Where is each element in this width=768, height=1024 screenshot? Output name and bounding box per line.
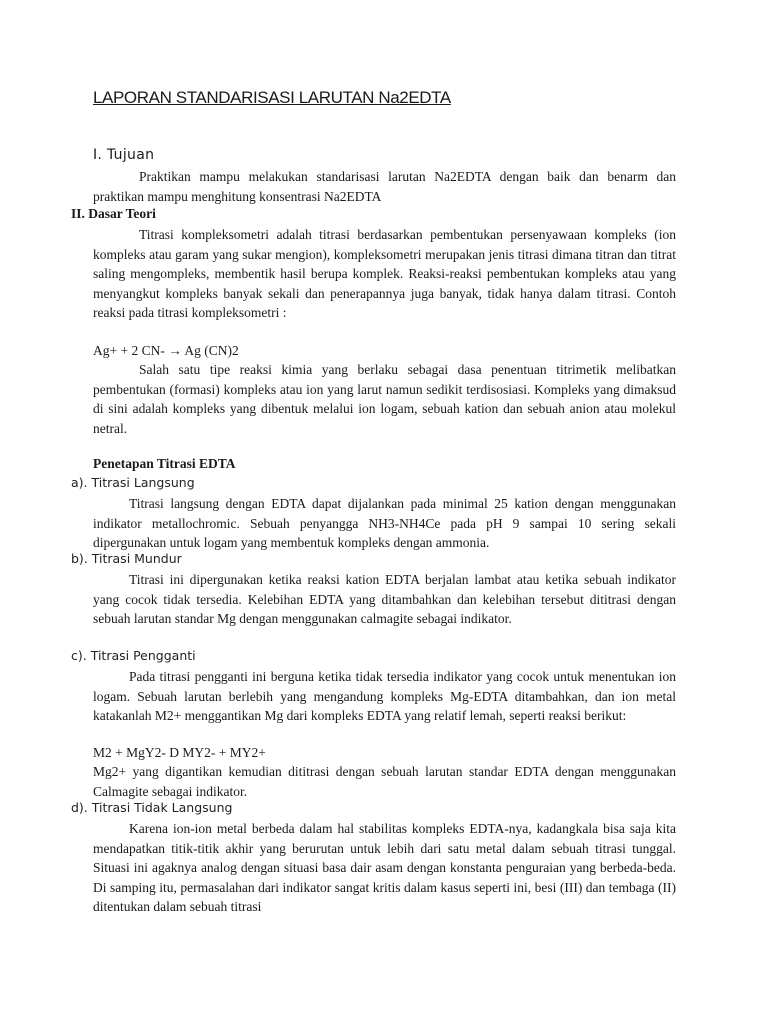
dasar-teori-paragraph-2: Salah satu tipe reaksi kimia yang berlaku sebagai dasa penentuan titrimetik melibatkan pembentukan (formasi) kompleks atau ion yang larut namun sedikit terdisosiasi. Kompleks yang dimaksud di sini adalah kompleks yang dibentuk melalui ion logam, sebuah kation dan sebuah anion atau molekul netral. xyxy=(93,362,676,436)
reaction-equation: Ag+ + 2 CN- → Ag (CN)2 xyxy=(93,343,239,358)
titrasi-tidak-langsung-label: d). Titrasi Tidak Langsung xyxy=(71,800,233,815)
section-dasar-teori-heading: II. Dasar Teori xyxy=(71,206,156,221)
tujuan-paragraph: Praktikan mampu melakukan standarisasi larutan Na2EDTA dengan baik dan benarm dan praktikan mampu menghitung konsentrasi Na2EDTA xyxy=(93,169,676,204)
titrasi-pengganti-label: c). Titrasi Pengganti xyxy=(71,648,196,663)
penetapan-heading: Penetapan Titrasi EDTA xyxy=(93,456,236,471)
document-title: LAPORAN STANDARISASI LARUTAN Na2EDTA xyxy=(93,88,451,107)
titrasi-mundur-label: b). Titrasi Mundur xyxy=(71,551,182,566)
titrasi-tidak-langsung-text: Karena ion-ion metal berbeda dalam hal stabilitas kompleks EDTA-nya, kadangkala bisa saja kita mendapatkan titik-titik akhir yang berurutan untuk lebih dari satu metal dalam sebuah titrasi tunggal. Situasi ini agaknya analog dengan situasi basa dair asam dengan konstanta penguraian yang berbeda-beda. Di samping itu, permasalahan dari indikator sangat kritis dalam kasus seperti ini, besi (III) dan tembaga (II) ditentukan dalam sebuah titrasi xyxy=(93,821,676,914)
dasar-teori-paragraph-1: Titrasi kompleksometri adalah titrasi berdasarkan pembentukan persenyawaan kompleks (ion kompleks atau garam yang sukar mengion), kompleksometri merupakan jenis titrasi dimana titran dan titrat saling mengompleks, membentik hasil berupa komplek. Reaksi-reaksi pembentukan kompleks atau yang menyangkut kompleks banyak sekali dan penerapannya juga banyak, tidak hanya dalam titrasi. Contoh reaksi pada titrasi kompleksometri : xyxy=(93,227,676,320)
section-tujuan-heading: I. Tujuan xyxy=(93,147,155,163)
titrasi-langsung-text: Titrasi langsung dengan EDTA dapat dijalankan pada minimal 25 kation dengan menggunakan indikator metallochromic. Sebuah penyangga NH3-NH4Ce pada pH 9 sampai 10 sering sekali dipergunakan untuk logam yang membentuk kompleks dengan ammonia. xyxy=(93,496,676,550)
titrasi-mundur-text: Titrasi ini dipergunakan ketika reaksi kation EDTA berjalan lambat atau ketika sebuah indikator yang cocok tidak tersedia. Kelebihan EDTA yang ditambahkan dan kelebihan tersebut dititrasi dengan sebuah larutan standar Mg dengan menggunakan calmagite sebagai indikator. xyxy=(93,572,676,626)
titrasi-pengganti-reaction: M2 + MgY2- D MY2- + MY2+ xyxy=(93,745,266,760)
titrasi-pengganti-text: Pada titrasi pengganti ini berguna ketika tidak tersedia indikator yang cocok untuk menentukan ion logam. Sebuah larutan berlebih yang mengandung kompleks Mg-EDTA ditambahkan, dan ion metal katakanlah M2+ menggantikan Mg dari kompleks EDTA yang relatif lemah, seperti reaksi berikut: xyxy=(93,669,676,723)
titrasi-langsung-label: a). Titrasi Langsung xyxy=(71,475,195,490)
titrasi-pengganti-text-2: Mg2+ yang digantikan kemudian dititrasi dengan sebuah larutan standar EDTA dengan menggunakan Calmagite sebagai indikator. xyxy=(93,764,676,799)
